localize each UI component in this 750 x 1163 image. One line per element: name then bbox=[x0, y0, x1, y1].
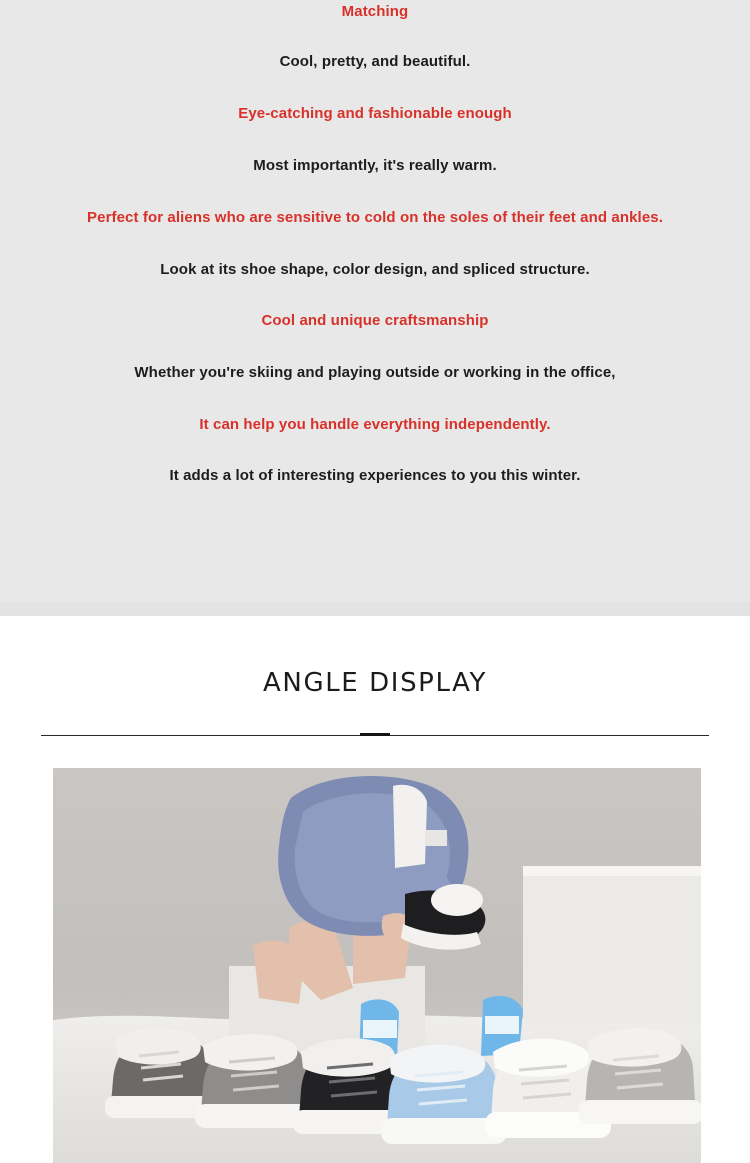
copy-line: Look at its shoe shape, color design, and spliced structure. bbox=[160, 261, 590, 278]
copy-line: Most importantly, it's really warm. bbox=[253, 157, 497, 174]
product-photo bbox=[53, 768, 701, 1163]
page-title: ANGLE DISPLAY bbox=[263, 668, 487, 698]
rule-accent bbox=[360, 733, 390, 736]
copy-line: Cool and unique craftsmanship bbox=[261, 312, 489, 329]
copy-line: It can help you handle everything independently. bbox=[199, 416, 551, 433]
copy-line: Eye-catching and fashionable enough bbox=[238, 105, 512, 122]
copy-line: Cool, pretty, and beautiful. bbox=[279, 53, 471, 70]
copy-line: Whether you're skiing and playing outside or working in the office, bbox=[134, 364, 616, 381]
title-rule bbox=[31, 732, 719, 738]
section-divider bbox=[0, 602, 750, 616]
copy-line: It adds a lot of interesting experiences to you this winter. bbox=[169, 467, 581, 484]
copy-line: Perfect for aliens who are sensitive to cold on the soles of their feet and ankles. bbox=[87, 209, 663, 226]
product-photo-illustration bbox=[53, 768, 701, 1163]
copy-line: Matching bbox=[341, 3, 409, 20]
